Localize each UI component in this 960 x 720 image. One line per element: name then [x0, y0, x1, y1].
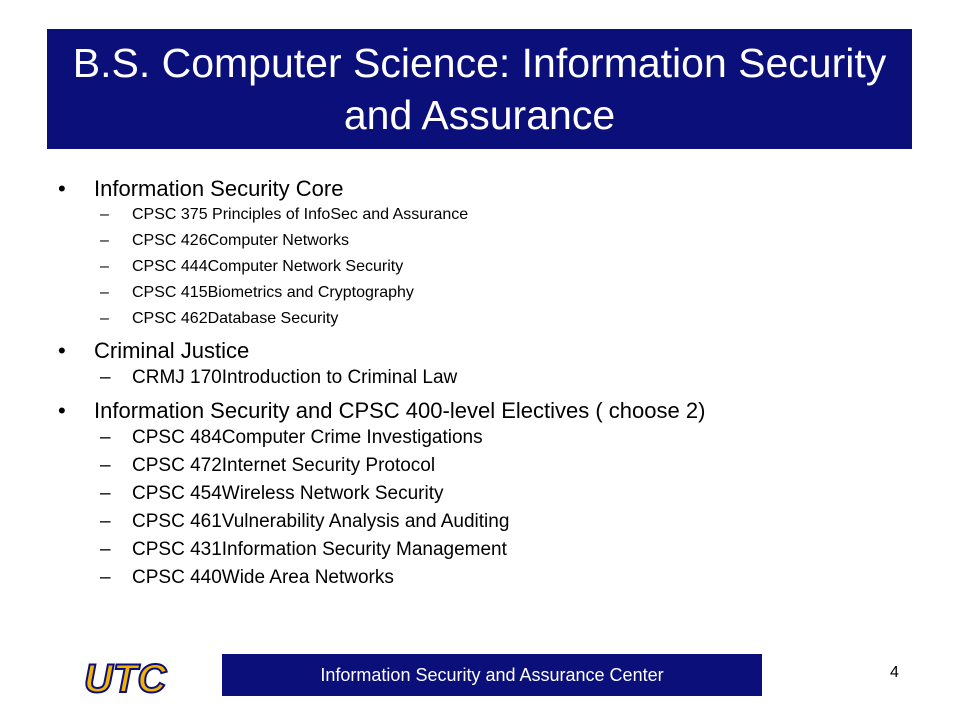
course-list	[58, 364, 938, 392]
course-label: CPSC 440Wide Area Networks	[132, 567, 394, 588]
utc-logo	[82, 652, 192, 700]
dash-icon: –	[100, 539, 111, 560]
dash-icon: –	[100, 232, 109, 249]
course-label: CPSC 426Computer Networks	[132, 232, 349, 249]
footer-banner	[222, 654, 762, 696]
section-label: Information Security and CPSC 400-level Electives ( choose 2)	[94, 398, 706, 423]
course-item	[100, 480, 938, 508]
dash-icon: –	[100, 427, 111, 448]
title-bar	[47, 29, 912, 149]
section-electives	[58, 398, 938, 592]
course-label: CPSC 484Computer Crime Investigations	[132, 427, 483, 448]
dash-icon: –	[100, 310, 109, 327]
slide-content	[58, 170, 938, 592]
section-infosec-core	[58, 176, 938, 332]
bullet-icon: •	[58, 338, 66, 363]
dash-icon: –	[100, 483, 111, 504]
course-label: CPSC 375 Principles of InfoSec and Assurance	[132, 206, 469, 223]
footer-text: Information Security and Assurance Center	[320, 664, 664, 685]
course-item	[100, 564, 938, 592]
dash-icon: –	[100, 567, 111, 588]
dash-icon: –	[100, 206, 109, 223]
course-list	[58, 424, 938, 592]
course-item	[100, 364, 938, 392]
course-item	[100, 424, 938, 452]
course-label: CPSC 472Internet Security Protocol	[132, 455, 436, 476]
course-label: CPSC 415Biometrics and Cryptography	[132, 284, 414, 301]
course-item	[100, 508, 938, 536]
course-item	[100, 228, 938, 254]
bullet-icon: •	[58, 176, 66, 201]
page-number: 4	[890, 664, 899, 681]
course-item	[100, 202, 938, 228]
course-label: CPSC 461Vulnerability Analysis and Auditing	[132, 511, 510, 532]
dash-icon: –	[100, 284, 109, 301]
dash-icon: –	[100, 258, 109, 275]
course-label: CPSC 462Database Security	[132, 310, 339, 327]
section-label: Criminal Justice	[94, 338, 250, 363]
bullet-icon: •	[58, 398, 66, 423]
section-criminal-justice	[58, 338, 938, 392]
logo-text: UTC	[84, 657, 167, 700]
utc-logo-icon	[82, 652, 192, 700]
course-list	[58, 202, 938, 332]
section-label: Information Security Core	[94, 176, 344, 201]
course-item	[100, 536, 938, 564]
course-label: CPSC 431Information Security Management	[132, 539, 507, 560]
course-label: CPSC 454Wireless Network Security	[132, 483, 444, 504]
dash-icon: –	[100, 511, 111, 532]
dash-icon: –	[100, 455, 111, 476]
course-item	[100, 306, 938, 332]
course-label: CRMJ 170Introduction to Criminal Law	[132, 367, 458, 388]
slide-title: B.S. Computer Science: Information Security and Assurance	[72, 40, 887, 138]
course-item	[100, 280, 938, 306]
dash-icon: –	[100, 367, 111, 388]
course-item	[100, 452, 938, 480]
course-item	[100, 254, 938, 280]
course-label: CPSC 444Computer Network Security	[132, 258, 404, 275]
